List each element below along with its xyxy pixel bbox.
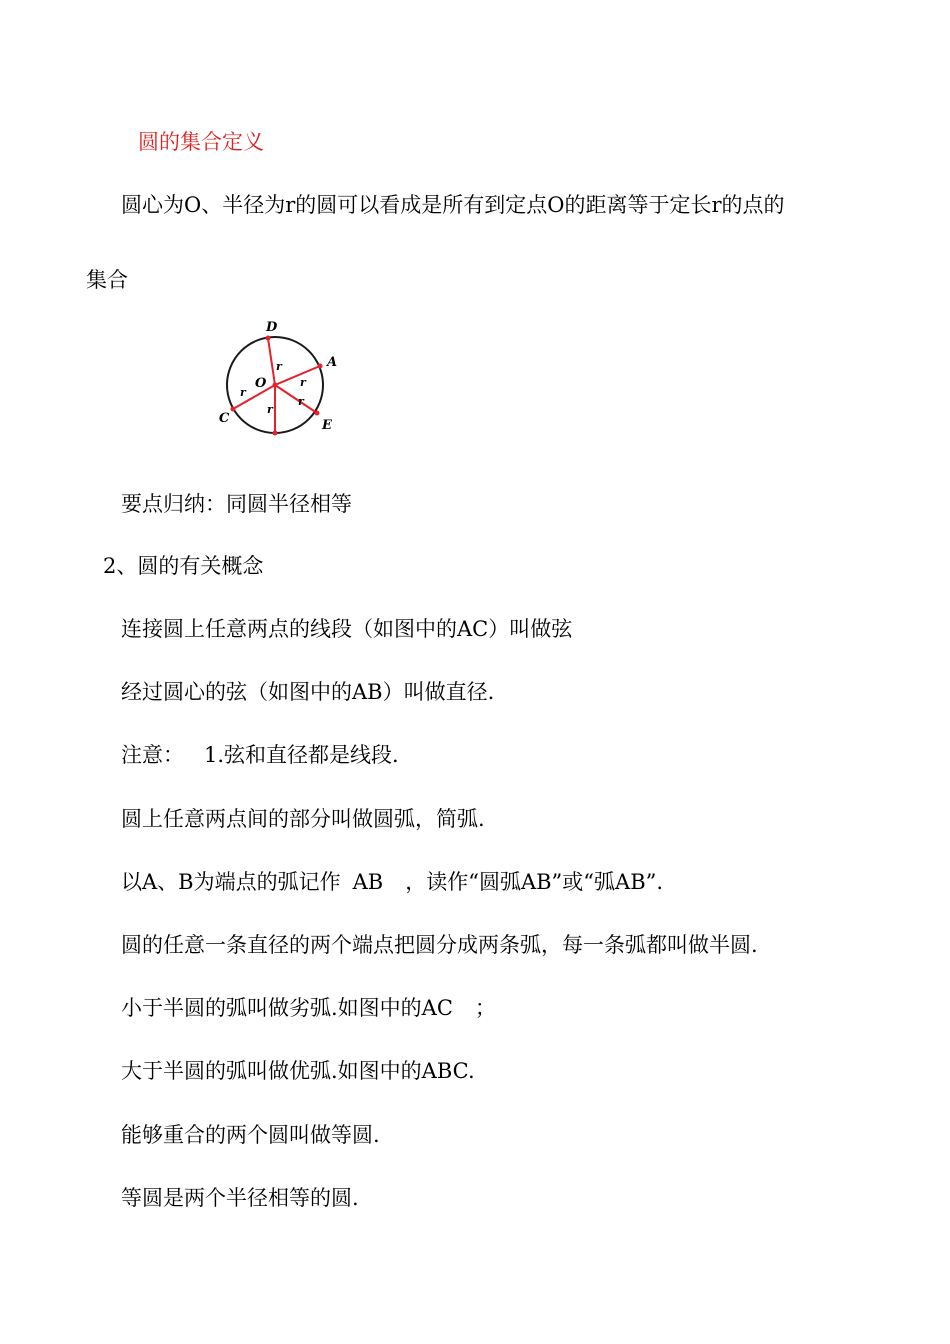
point-b (273, 431, 278, 436)
circle-diagram (214, 315, 354, 450)
equal-circles-explanation: 等圆是两个半径相等的圆. (121, 1186, 359, 1210)
point-d (266, 336, 271, 341)
minor-arc-suffix: ； (474, 996, 496, 1020)
diameter-definition: 经过圆心的弦（如图中的AB）叫做直径. (121, 680, 495, 704)
point-a (318, 364, 323, 369)
note-prefix: 注意： (121, 743, 184, 767)
label-r-bottom: r (267, 403, 273, 416)
chord-definition: 连接圆上任意两点的线段（如图中的AC）叫做弦 (121, 617, 573, 641)
label-d: D (266, 320, 278, 335)
arc-notation-line (121, 867, 663, 897)
equal-circles-definition: 能够重合的两个圆叫做等圆. (121, 1123, 380, 1147)
label-r-top: r (276, 360, 282, 373)
arc-definition: 圆上任意两点间的部分叫做圆弧，简弧. (121, 807, 485, 831)
label-c: C (219, 411, 230, 426)
section2-heading: 2、圆的有关概念 (103, 554, 264, 578)
point-e (315, 411, 320, 416)
circle-diagram-svg (214, 315, 354, 450)
label-r-right-lower: r (298, 395, 304, 408)
center-point (273, 383, 278, 388)
definition-line-1: 圆心为O、半径为r的圆可以看成是所有到定点O的距离等于定长r的点的 (121, 193, 785, 217)
arc-notation-suffix: ，读作“圆弧AB”或“弧AB”. (405, 870, 664, 894)
radius-od (268, 338, 275, 385)
minor-arc-line (121, 993, 496, 1023)
label-e: E (322, 418, 332, 433)
arc-notation-prefix: 以A、B为端点的弧记作 (121, 870, 341, 894)
major-arc-definition: 大于半圆的弧叫做优弧.如图中的ABC. (121, 1059, 475, 1083)
minor-arc-text: 小于半圆的弧叫做劣弧.如图中的AC (121, 996, 453, 1020)
note-line (121, 740, 399, 770)
definition-line-2: 集合 (86, 268, 128, 292)
label-r-right-upper: r (300, 376, 306, 389)
label-a: A (327, 355, 338, 370)
key-point: 要点归纳：同圆半径相等 (121, 492, 352, 516)
label-o: O (255, 376, 267, 391)
note-text: 1.弦和直径都是线段. (204, 743, 399, 767)
semicircle-definition: 圆的任意一条直径的两个端点把圆分成两条弧，每一条弧都叫做半圆. (121, 933, 758, 957)
arc-notation-symbol: AB (352, 870, 384, 894)
radius-oe (275, 385, 317, 413)
section-title: 圆的集合定义 (138, 130, 264, 154)
point-c (231, 407, 236, 412)
label-r-left: r (240, 386, 246, 399)
